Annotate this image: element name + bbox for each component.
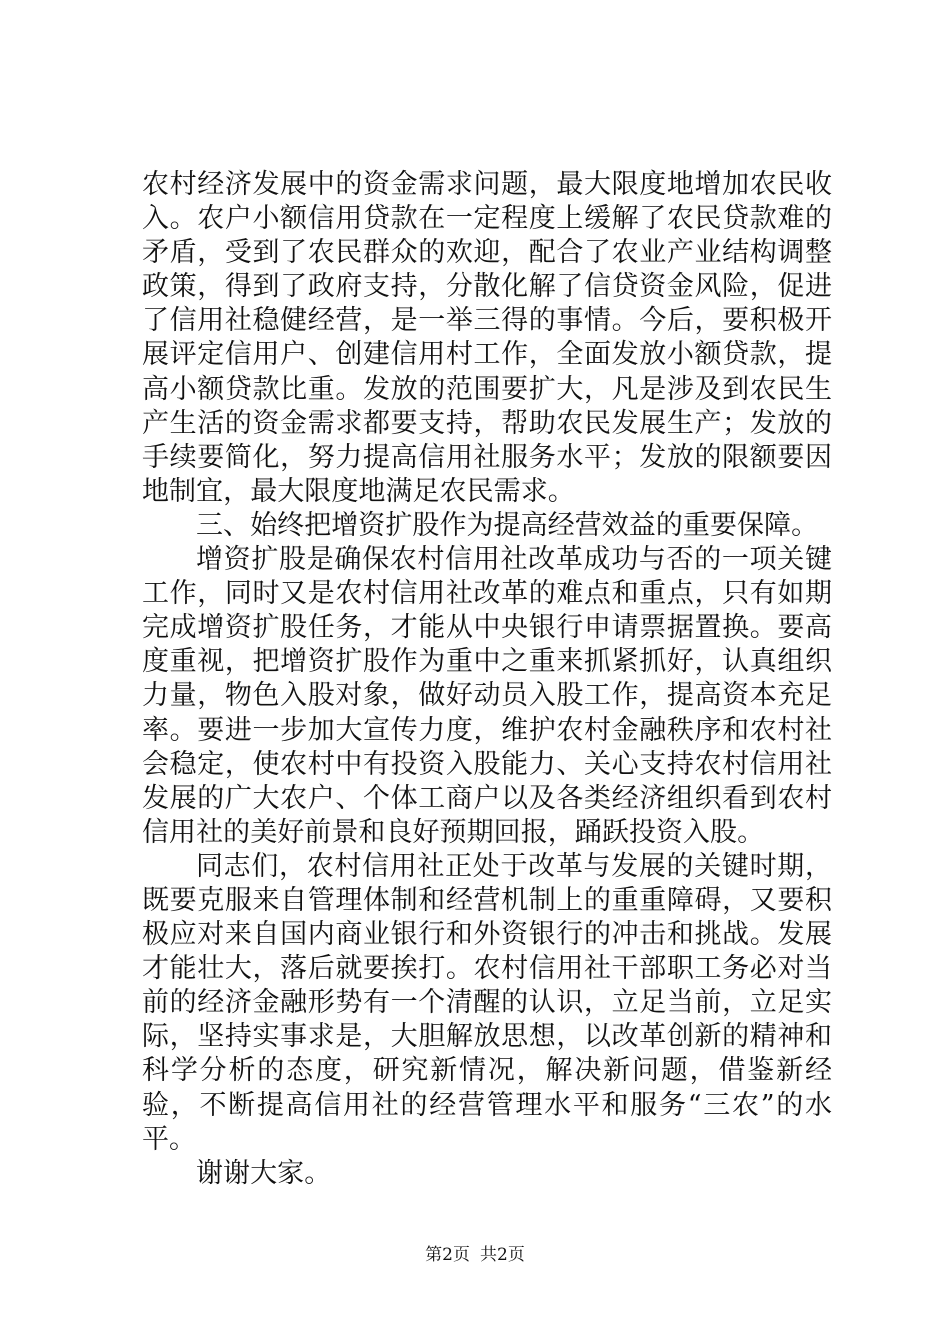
paragraph: 增资扩股是确保农村信用社改革成功与否的一项关键工作，同时又是农村信用社改革的难点和重点，只有如期完成增资扩股任务，才能从中央银行申请票据置换。要高度重视，把增资扩股作为重中之重来抓紧抓好，认真组织力量，物色入股对象，做好动员入股工作，提高资本充足率。要进一步加大宣传力度，维护农村金融秩序和农村社会稳定，使农村中有投资入股能力、关心支持农村信用社发展的广大农户、个体工商户以及各类经济组织看到农村信用社的美好前景和良好预期回报，踊跃投资入股。 <box>142 544 832 848</box>
page-number: 第2页 <box>425 1245 470 1265</box>
closing-remark: 谢谢大家。 <box>196 1157 332 1189</box>
page-total: 共2页 <box>480 1245 525 1265</box>
page-footer <box>0 1244 950 1266</box>
paragraph-continued: 农村经济发展中的资金需求问题，最大限度地增加农民收入。农户小额信用贷款在一定程度上缓解了农民贷款难的矛盾，受到了农民群众的欢迎，配合了农业产业结构调整政策，得到了政府支持，分散化解了信贷资金风险，促进了信用社稳健经营，是一举三得的事情。今后，要积极开展评定信用户、创建信用村工作，全面发放小额贷款，提高小额贷款比重。发放的范围要扩大，凡是涉及到农民生产生活的资金需求都要支持，帮助农民发展生产；发放的手续要简化，努力提高信用社服务水平；发放的限额要因地制宜，最大限度地满足农民需求。 <box>142 169 832 507</box>
section-heading: 三、始终把增资扩股作为提高经营效益的重要保障。 <box>196 509 819 541</box>
document-body <box>142 168 832 1191</box>
paragraph: 同志们，农村信用社正处于改革与发展的关键时期，既要克服来自管理体制和经营机制上的重重障碍，又要积极应对来自国内商业银行和外资银行的冲击和挑战。发展才能壮大，落后就要挨打。农村信用社干部职工务必对当前的经济金融形势有一个清醒的认识，立足当前，立足实际，坚持实事求是，大胆解放思想，以改革创新的精神和科学分析的态度，研究新情况，解决新问题，借鉴新经验，不断提高信用社的经营管理水平和服务“三农”的水平。 <box>142 850 832 1155</box>
